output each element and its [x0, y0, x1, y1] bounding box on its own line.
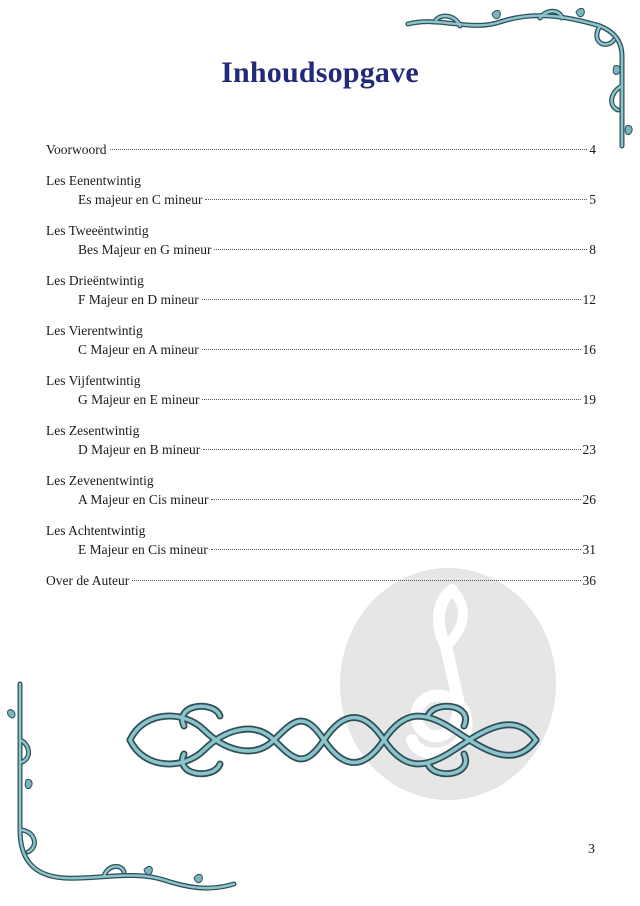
- toc-chapter-label: Les Zesentwintig: [46, 423, 140, 438]
- toc-entry: [46, 223, 596, 261]
- toc-entry: [46, 573, 596, 592]
- toc-entry: [46, 142, 596, 161]
- toc-entry: [46, 523, 596, 561]
- toc-chapter-label: Les Drieëntwintig: [46, 273, 144, 288]
- toc-subline[interactable]: [46, 342, 596, 361]
- toc-chapter-label: Les Achtentwintig: [46, 523, 146, 538]
- dot-leader: [132, 580, 580, 581]
- toc-line[interactable]: [46, 142, 596, 161]
- celtic-knot-divider: [124, 700, 544, 780]
- toc-chapter-label: Les Tweeëntwintig: [46, 223, 149, 238]
- dot-leader: [202, 349, 581, 350]
- toc-page-number: 36: [582, 573, 596, 588]
- page-title: Inhoudsopgave: [221, 56, 419, 89]
- dot-leader: [205, 199, 587, 200]
- toc-chapter-label: Les Zevenentwintig: [46, 473, 154, 488]
- toc-line[interactable]: [46, 173, 596, 192]
- toc-chapter-label: Les Vijfentwintig: [46, 373, 141, 388]
- toc-chapter-label: Over de Auteur: [46, 573, 130, 588]
- toc-entry: [46, 323, 596, 361]
- toc-line[interactable]: [46, 523, 596, 542]
- toc-subline[interactable]: [46, 292, 596, 311]
- toc-subtitle: G Majeur en E mineur: [78, 392, 200, 407]
- toc-page-number: 23: [582, 442, 596, 457]
- toc-chapter-label: Les Eenentwintig: [46, 173, 141, 188]
- dot-leader: [211, 549, 581, 550]
- toc-subline[interactable]: [46, 392, 596, 411]
- toc-entry: [46, 273, 596, 311]
- dot-leader: [110, 149, 588, 150]
- toc-subline[interactable]: [46, 492, 596, 511]
- table-of-contents: [46, 142, 596, 604]
- toc-subline[interactable]: [46, 442, 596, 461]
- toc-page-number: 19: [582, 392, 596, 407]
- toc-chapter-label: Les Vierentwintig: [46, 323, 143, 338]
- toc-subtitle: D Majeur en B mineur: [78, 442, 201, 457]
- toc-entry: [46, 473, 596, 511]
- toc-entry: [46, 173, 596, 211]
- toc-subline[interactable]: [46, 542, 596, 561]
- toc-subline[interactable]: [46, 242, 596, 261]
- toc-line[interactable]: [46, 373, 596, 392]
- toc-line[interactable]: [46, 423, 596, 442]
- toc-page-number: 31: [582, 542, 596, 557]
- page-number: 3: [588, 842, 595, 857]
- toc-subtitle: Bes Majeur en G mineur: [78, 242, 212, 257]
- toc-line[interactable]: [46, 223, 596, 242]
- toc-chapter-label: Voorwoord: [46, 142, 107, 157]
- toc-entry: [46, 423, 596, 461]
- toc-subtitle: F Majeur en D mineur: [78, 292, 199, 307]
- toc-page-number: 12: [582, 292, 596, 307]
- toc-line[interactable]: [46, 473, 596, 492]
- toc-entry: [46, 373, 596, 411]
- dot-leader: [202, 399, 580, 400]
- toc-line[interactable]: [46, 323, 596, 342]
- toc-subline[interactable]: [46, 192, 596, 211]
- toc-page-number: 16: [582, 342, 596, 357]
- dot-leader: [203, 449, 580, 450]
- toc-subtitle: E Majeur en Cis mineur: [78, 542, 208, 557]
- toc-subtitle: C Majeur en A mineur: [78, 342, 199, 357]
- dot-leader: [211, 499, 580, 500]
- dot-leader: [202, 299, 581, 300]
- toc-line[interactable]: [46, 573, 596, 592]
- toc-page-number: 5: [589, 192, 596, 207]
- toc-page-number: 4: [589, 142, 596, 157]
- toc-page-number: 26: [582, 492, 596, 507]
- toc-subtitle: Es majeur en C mineur: [78, 192, 203, 207]
- toc-page-number: 8: [589, 242, 596, 257]
- toc-subtitle: A Majeur en Cis mineur: [78, 492, 209, 507]
- toc-line[interactable]: [46, 273, 596, 292]
- dot-leader: [214, 249, 587, 250]
